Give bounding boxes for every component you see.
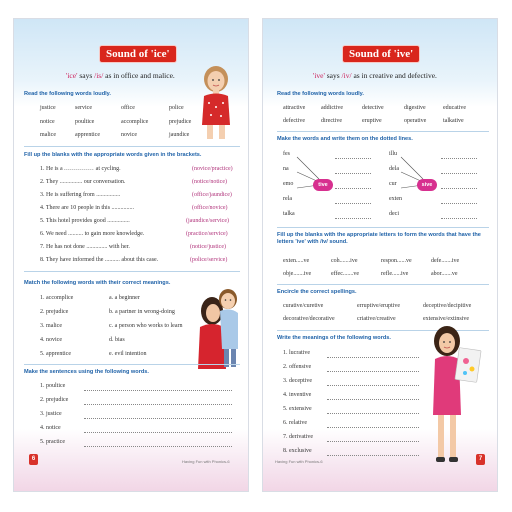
- word-start: talka: [283, 211, 295, 217]
- fill-options: (notice/notice): [192, 179, 227, 185]
- intro-says: says: [324, 71, 342, 80]
- word-cell: educative: [443, 105, 466, 111]
- intro-sound: 'ice': [66, 71, 78, 80]
- writing-line[interactable]: [327, 413, 419, 414]
- meaning-word: 8. exclusive: [283, 448, 312, 454]
- writing-line[interactable]: [327, 399, 419, 400]
- fill-item: 1. He is a ............... at cycling.: [40, 166, 121, 172]
- writing-line[interactable]: [335, 218, 371, 219]
- suffix-circle: sive: [417, 179, 437, 191]
- spelling-pair[interactable]: criative/creative: [357, 316, 396, 322]
- match-word: 1. accomplice: [40, 295, 74, 301]
- match-word: 3. malice: [40, 323, 62, 329]
- intro-line: [313, 71, 437, 80]
- word-cell: defective: [283, 118, 305, 124]
- footer-title: Having Fun with Phonics-6: [182, 459, 230, 464]
- page-title: Sound of 'ive': [343, 46, 419, 62]
- fill-item: 4. There are 10 people in this ...............: [40, 205, 135, 211]
- word-cell: apprentice: [75, 132, 100, 138]
- fill-word[interactable]: defe.......ive: [431, 258, 460, 264]
- word-cell: notice: [40, 119, 55, 125]
- writing-line[interactable]: [327, 427, 419, 428]
- suffix-circle: tive: [313, 179, 333, 191]
- meaning-word: 1. lucrative: [283, 350, 310, 356]
- fill-word[interactable]: obje.......ive: [283, 271, 312, 277]
- sentence-heading: Make the sentences using the following words.: [24, 369, 149, 375]
- word-cell: directive: [321, 118, 342, 124]
- word-cell: justice: [40, 105, 56, 111]
- writing-line[interactable]: [327, 357, 419, 358]
- intro-ipa: /is/: [94, 71, 104, 80]
- fill-letters-heading: Fill up the blanks with the appropriate letters to form the words that have the letters 'ive' with /iv/ sound.: [277, 232, 481, 245]
- word-cell: eruptive: [362, 118, 382, 124]
- spelling-pair[interactable]: erruptive/eruptive: [357, 303, 400, 309]
- fill-word[interactable]: coh.......ive: [331, 258, 358, 264]
- fill-options: (office/jaundice): [192, 192, 232, 198]
- meaning-word: 3. deceptive: [283, 378, 312, 384]
- fill-options: (practice/service): [186, 231, 228, 237]
- page-number: 6: [29, 454, 38, 465]
- word-cell: accomplice: [121, 119, 149, 125]
- word-cell: prejudice: [169, 119, 192, 125]
- word-cell: novice: [121, 132, 137, 138]
- word-cell: digestive: [404, 105, 426, 111]
- spelling-pair[interactable]: decorative/decorative: [283, 316, 335, 322]
- spelling-pair[interactable]: deceptive/decipitive: [423, 303, 472, 309]
- word-cell: addictive: [321, 105, 343, 111]
- meaning-word: 4. inventive: [283, 392, 312, 398]
- word-start: illu: [389, 151, 398, 157]
- sentence-word: 2. prejudice: [40, 397, 69, 403]
- fill-word[interactable]: exten.....ve: [283, 258, 310, 264]
- fill-word[interactable]: effec.......ve: [331, 271, 360, 277]
- word-start: exten: [389, 196, 402, 202]
- word-cell: jaundice: [169, 132, 190, 138]
- make-heading: Make the words and write them on the dotted lines.: [277, 136, 413, 142]
- word-cell: service: [75, 105, 92, 111]
- match-meaning: b. a partner in wrong-doing: [109, 309, 175, 315]
- writing-line[interactable]: [84, 404, 232, 405]
- girl-book-illustration: [425, 319, 483, 467]
- match-word: 4. novice: [40, 337, 62, 343]
- sentence-word: 4. notice: [40, 425, 61, 431]
- fill-options: (police/service): [190, 257, 228, 263]
- fill-item: 5. This hotel provides good ...............: [40, 218, 130, 224]
- sentence-word: 5. practice: [40, 439, 65, 445]
- fill-word[interactable]: refle......ive: [381, 271, 409, 277]
- spelling-pair[interactable]: curative/curetive: [283, 303, 324, 309]
- writing-line[interactable]: [441, 218, 477, 219]
- word-start: cur: [389, 181, 397, 187]
- word-start: dela: [389, 166, 399, 172]
- writing-line[interactable]: [441, 203, 477, 204]
- fill-options: (office/novice): [192, 205, 228, 211]
- divider: [277, 227, 489, 228]
- fill-item: 8. They have informed the .......... about this case.: [40, 257, 159, 263]
- writing-line[interactable]: [335, 188, 371, 189]
- match-meaning: e. evil intention: [109, 351, 147, 357]
- read-heading: Read the following words loudly.: [24, 91, 111, 97]
- meaning-word: 2. offensive: [283, 364, 312, 370]
- writing-line[interactable]: [441, 158, 477, 159]
- match-word: 2. prejudice: [40, 309, 69, 315]
- writing-line[interactable]: [84, 446, 232, 447]
- writing-line[interactable]: [335, 203, 371, 204]
- match-meaning: c. a person who works to learn: [109, 323, 183, 329]
- page-number: 7: [476, 454, 485, 465]
- word-start: na: [283, 166, 289, 172]
- writing-line[interactable]: [84, 432, 232, 433]
- sentence-word: 1. poultice: [40, 383, 66, 389]
- writing-line[interactable]: [84, 390, 232, 391]
- meaning-word: 6. relative: [283, 420, 307, 426]
- read-heading: Read the following words loudly.: [277, 91, 364, 97]
- meanings-heading: Write the meanings of the following words.: [277, 335, 391, 341]
- writing-line[interactable]: [327, 441, 419, 442]
- word-cell: talkative: [443, 118, 464, 124]
- writing-line[interactable]: [441, 173, 477, 174]
- footer-title: Having Fun with Phonics-6: [275, 459, 323, 464]
- intro-rest: as in office and malice.: [103, 71, 175, 80]
- word-cell: operative: [404, 118, 427, 124]
- writing-line[interactable]: [335, 158, 371, 159]
- fill-options: (notice/justice): [190, 244, 226, 250]
- writing-line[interactable]: [335, 173, 371, 174]
- match-word: 5. apprentice: [40, 351, 71, 357]
- word-cell: attractive: [283, 105, 306, 111]
- writing-line[interactable]: [84, 418, 232, 419]
- fill-word[interactable]: respon......ve: [381, 258, 412, 264]
- divider: [277, 131, 489, 132]
- sentence-word: 3. justice: [40, 411, 62, 417]
- divider: [24, 364, 240, 365]
- writing-line[interactable]: [327, 455, 419, 456]
- match-meaning: a. a beginner: [109, 295, 140, 301]
- word-cell: detective: [362, 105, 384, 111]
- word-cell: office: [121, 105, 135, 111]
- word-start: deci: [389, 211, 399, 217]
- word-start: emo: [283, 181, 294, 187]
- intro-sound: 'ive': [313, 71, 325, 80]
- divider: [277, 284, 489, 285]
- intro-ipa: /iv/: [341, 71, 352, 80]
- fill-item: 7. He has not done .............. with her.: [40, 244, 130, 250]
- fill-options: (jaundice/service): [186, 218, 229, 224]
- fill-options: (novice/practice): [192, 166, 233, 172]
- intro-rest: as in creative and defective.: [351, 71, 437, 80]
- writing-line[interactable]: [441, 188, 477, 189]
- word-cell: police: [169, 105, 184, 111]
- left-page: [13, 18, 249, 492]
- fill-item: 2. They ............... our conversation.: [40, 179, 126, 185]
- meaning-word: 7. derivative: [283, 434, 313, 440]
- intro-says: says: [77, 71, 95, 80]
- page-title: Sound of 'ice': [100, 46, 176, 62]
- encircle-heading: Encircle the correct spellings.: [277, 289, 357, 295]
- word-cell: poultice: [75, 119, 95, 125]
- fill-item: 3. He is suffering from ................: [40, 192, 121, 198]
- spelling-pair[interactable]: extensive/extinsive: [423, 316, 469, 322]
- match-heading: Match the following words with their correct meanings.: [24, 280, 171, 286]
- writing-line[interactable]: [327, 371, 419, 372]
- match-meaning: d. bias: [109, 337, 125, 343]
- word-start: rela: [283, 196, 292, 202]
- fill-word[interactable]: abor.......ve: [431, 271, 458, 277]
- fill-item: 6. We need .......... to gain more knowledge.: [40, 231, 145, 237]
- word-start: fes: [283, 151, 290, 157]
- divider: [24, 146, 240, 147]
- word-cell: malice: [40, 132, 56, 138]
- writing-line[interactable]: [327, 385, 419, 386]
- fill-heading: Fill up the blanks with the appropriate words given in the brackets.: [24, 152, 202, 158]
- girl-illustration: [194, 63, 238, 145]
- meaning-word: 5. extensive: [283, 406, 312, 412]
- right-page: [262, 18, 498, 492]
- intro-line: [66, 71, 175, 80]
- mother-child-illustration: [192, 269, 244, 371]
